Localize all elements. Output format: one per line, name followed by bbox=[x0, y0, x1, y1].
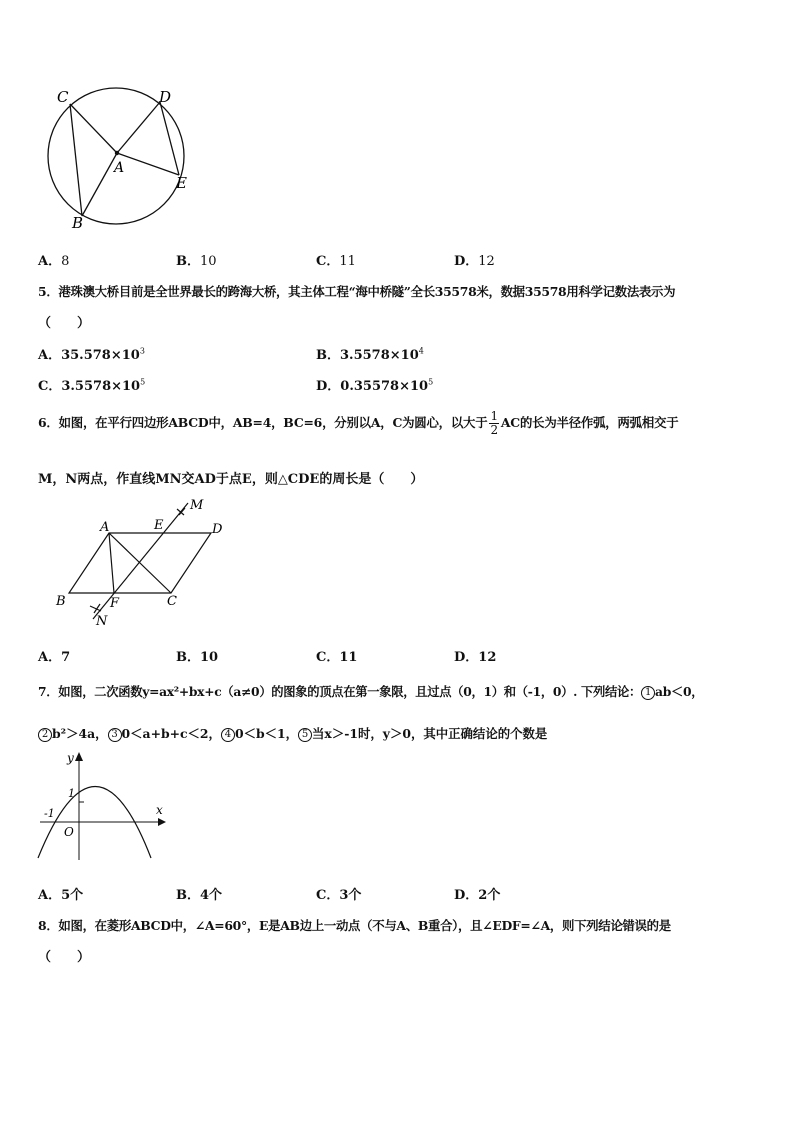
parabola-figure bbox=[34, 750, 174, 862]
label-b: B bbox=[72, 214, 84, 232]
label-o: O bbox=[64, 825, 74, 839]
label-e: E bbox=[176, 174, 187, 192]
label-f: F bbox=[110, 596, 120, 611]
circled-number: 4 bbox=[221, 728, 235, 742]
parallelogram-figure bbox=[50, 495, 240, 635]
label-a: A bbox=[100, 520, 110, 535]
label-c: C bbox=[57, 88, 69, 106]
q5-question-line1: 5．港珠澳大桥目前是全世界最长的跨海大桥，其主体工程“海中桥隧”全长35578米，数据35578用科学记数法表示为 bbox=[38, 284, 676, 299]
q6-option-c: C．11 bbox=[316, 650, 358, 665]
label-a: A bbox=[114, 160, 125, 176]
label-d: D bbox=[159, 88, 172, 106]
q6-option-b: B．10 bbox=[176, 650, 219, 665]
q8-question-line2: （ ） bbox=[38, 950, 91, 965]
q7-option-c: C．3个 bbox=[316, 888, 362, 903]
label-one: 1 bbox=[68, 787, 75, 800]
label-neg-one: -1 bbox=[44, 807, 55, 820]
circled-number: 5 bbox=[298, 728, 312, 742]
q7-option-d: D．2个 bbox=[454, 888, 501, 903]
q6-option-d: D．12 bbox=[454, 650, 497, 665]
q4-option-b: B．10 bbox=[176, 254, 217, 269]
label-e: E bbox=[154, 518, 164, 533]
q7-option-b: B．4个 bbox=[176, 888, 223, 903]
label-b: B bbox=[56, 594, 66, 609]
label-y: y bbox=[67, 751, 74, 765]
q5-option-a: A．$35.578\times 10^3$ bbox=[38, 346, 145, 363]
q5-option-c: C．$3.5578\times 10^5$ bbox=[38, 377, 146, 394]
q6-question-line2: M，N两点，作直线MN交AD于点E，则△CDE的周长是（ ） bbox=[38, 472, 424, 487]
circle-figure bbox=[40, 80, 210, 240]
q7-question-line1: 7．如图，二次函数y=ax²+bx+c（a≠0）的图象的顶点在第一象限，且过点（0，1）和（-1，0）. 下列结论： 1 ab＜0， bbox=[38, 684, 704, 699]
label-x: x bbox=[156, 803, 163, 817]
circled-number: 1 bbox=[641, 686, 655, 700]
circled-number: 3 bbox=[108, 728, 122, 742]
label-c: C bbox=[167, 594, 177, 609]
q5-option-d: D．$0.35578\times 10^5$ bbox=[316, 377, 434, 394]
label-d: D bbox=[212, 522, 223, 537]
q7-option-a: A．5个 bbox=[38, 888, 84, 903]
q6-question-line1: 6．如图，在平行四边形ABCD中，AB=4，BC=6，分别以A，C为圆心，以大于 $\frac{1}{2}$ AC的长为半径作弧，两弧相交于 bbox=[38, 409, 679, 437]
q5-option-b: B．$3.5578\times 10^4$ bbox=[316, 346, 424, 363]
fraction-one-half: $\frac{1}{2}$ bbox=[490, 409, 498, 437]
q4-option-d: D．12 bbox=[454, 254, 495, 269]
q8-question-line1: 8．如图，在菱形ABCD中，∠A=60°，E是AB边上一动点（不与A、B重合），且∠EDF=∠A，则下列结论错误的是 bbox=[38, 918, 671, 933]
q6-option-a: A．7 bbox=[38, 650, 71, 665]
circled-number: 2 bbox=[38, 728, 52, 742]
label-m: M bbox=[190, 498, 204, 513]
q5-question-line2: （ ） bbox=[38, 316, 91, 331]
label-n: N bbox=[96, 614, 108, 629]
q4-option-a: A．8 bbox=[38, 254, 70, 269]
q7-question-line2: 2 b²＞4a， 3 0＜a+b+c＜2， 4 0＜b＜1， 5 当x＞-1时，y＞0，其中正确结论的个数是 bbox=[38, 724, 547, 742]
q4-option-c: C．11 bbox=[316, 254, 356, 269]
